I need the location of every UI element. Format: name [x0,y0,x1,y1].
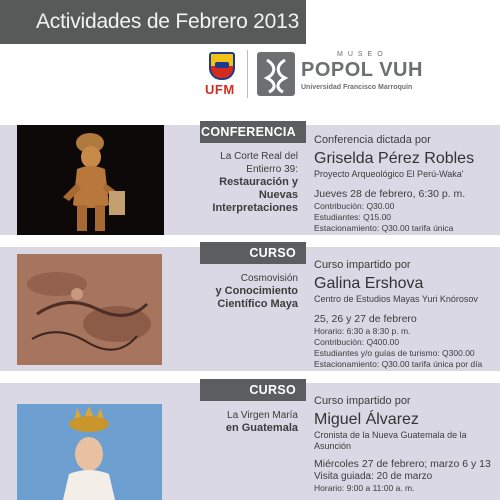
page-title: Actividades de Febrero 2013 [0,0,306,44]
speaker-name: Galina Ershova [314,275,424,292]
event-date: Miércoles 27 de febrero; marzo 6 y 13 [314,458,491,470]
event-detail-line: Estudiantes: Q15.00 [314,212,392,222]
popol-vuh-mark-icon [257,52,295,96]
speaker-name: Miguel Álvarez [314,411,419,428]
event-detail-line: Horario: 9:00 a 11:00 a. m. [314,483,415,493]
university-label: Universidad Francisco Marroquín [301,84,413,91]
event-intro: Conferencia dictada por [314,134,431,146]
tag-curso-2: CURSO [200,379,306,401]
museo-label: MUSEO [337,51,388,58]
event-intro: Curso impartido por [314,395,411,407]
event-detail-line: Visita guiada: 20 de marzo [314,471,433,482]
popol-vuh-label: POPOL VUH [301,59,423,81]
speaker-affiliation: Centro de Estudios Mayas Yuri Knórosov [314,294,478,304]
event-title-plain: La Virgen María [227,410,298,421]
ufm-shield-icon [209,52,235,80]
event-detail-line: Estacionamiento: Q30.00 tarifa única [314,223,454,233]
event-title-bold: Restauración y Nuevas Interpretaciones [212,176,298,214]
event-photo-mural [17,254,162,365]
event-intro: Curso impartido por [314,259,411,271]
event-details-curso-2 [314,394,500,494]
speaker-name: Griselda Pérez Robles [314,150,475,167]
event-date: Jueves 28 de febrero, 6:30 p. m. [314,188,466,200]
event-detail-line: Contribución: Q30.00 [314,201,395,211]
event-photo-virgin [17,404,162,500]
event-detail-line: Contribución: Q400.00 [314,337,400,347]
event-title-curso-1 [190,272,298,311]
logos [205,50,425,100]
speaker-affiliation: Proyecto Arqueológico El Perú-Waka' [314,169,464,179]
event-title-plain: La Corte Real del Entierro 39: [220,151,298,175]
logo-divider [247,50,248,98]
speaker-affiliation: Cronista de la Nueva Guatemala de la Asunción [314,430,467,451]
event-title-conferencia [190,150,298,215]
event-title-plain: Cosmovisión [240,273,298,284]
event-detail-line: Estacionamiento: Q30.00 tarifa única por día [314,359,483,369]
event-details-curso-1 [314,258,500,370]
event-detail-line: Estudiantes y/o guías de turismo: Q300.00 [314,348,475,358]
event-details-conferencia [314,133,500,234]
event-title-bold: en Guatemala [225,422,298,434]
event-title-curso-2 [190,409,298,435]
event-detail-line: Horario: 6:30 a 8:30 p. m. [314,326,411,336]
event-title-bold: y Conocimiento Científico Maya [215,285,298,310]
event-photo-figurine [17,125,164,235]
ufm-logo-text: UFM [205,82,235,97]
tag-curso-1: CURSO [200,242,306,264]
event-date: 25, 26 y 27 de febrero [314,313,417,325]
tag-conferencia: CONFERENCIA [200,121,306,143]
